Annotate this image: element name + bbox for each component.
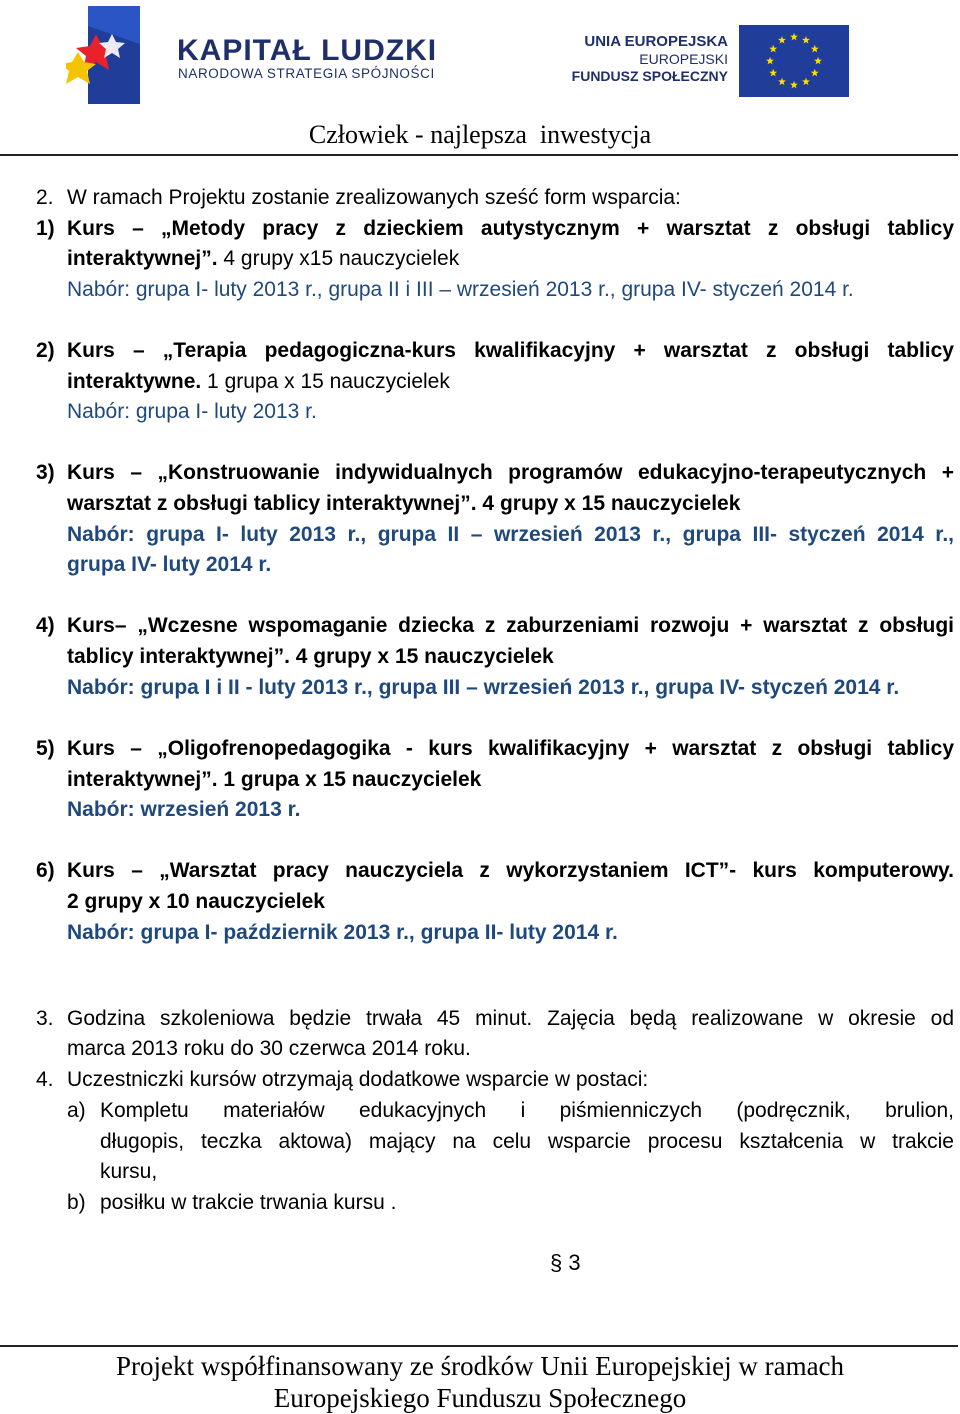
course-number: 5) xyxy=(36,737,55,760)
course-title: Kurs – „Konstruowanie indywidualnych programów edukacyjno-terapeutycznych + xyxy=(67,461,954,484)
footer-line2: Europejskiego Funduszu Społecznego xyxy=(273,1383,687,1413)
kapital-ludzki-title: KAPITAŁ LUDZKI xyxy=(177,34,438,67)
subitem-letter: b) xyxy=(67,1191,86,1214)
page-header xyxy=(0,0,960,158)
item-text: Uczestniczki kursów otrzymają dodatkowe wsparcie w postaci: xyxy=(67,1068,649,1091)
course-number: 4) xyxy=(36,614,55,637)
item-number: 2. xyxy=(36,186,54,209)
course-title: Kurs – „Oligofrenopedagogika - kurs kwalifikacyjny + warsztat z obsługi tablicy xyxy=(67,737,954,760)
subitem-text-cont: długopis, teczka aktowa) mający na celu wsparcie procesu kształcenia w trakcie xyxy=(100,1130,954,1153)
course-number: 2) xyxy=(36,339,55,362)
course-number: 3) xyxy=(36,461,55,484)
subitem-letter: a) xyxy=(67,1099,86,1122)
course-recruitment: Nabór: grupa I i II - luty 2013 r., grupa III – wrzesień 2013 r., grupa IV- styczeń 2014 r. xyxy=(67,676,900,699)
header-divider xyxy=(0,154,958,156)
course-title-end: interaktywne. xyxy=(67,370,202,393)
item-text-cont: marca 2013 roku do 30 czerwca 2014 roku. xyxy=(67,1037,471,1060)
footer-divider xyxy=(0,1345,958,1347)
page-footer xyxy=(0,1350,960,1414)
kapital-ludzki-logo-icon xyxy=(66,4,158,106)
item-text: W ramach Projektu zostanie zrealizowanych sześć form wsparcia: xyxy=(67,186,681,209)
course-groups: 4 grupy x15 nauczycielek xyxy=(217,247,460,270)
course-details: 2 grupy x 10 nauczycielek xyxy=(67,890,325,913)
subitem-text: posiłku w trakcie trwania kursu . xyxy=(100,1191,397,1214)
course-groups: 1 grupa x 15 nauczycielek xyxy=(201,370,450,393)
course-recruitment-cont: grupa IV- luty 2014 r. xyxy=(67,553,272,576)
footer-line1: Projekt współfinansowany ze środków Unii Europejskiej w ramach xyxy=(115,1351,845,1381)
eu-fund-line3: FUNDUSZ SPOŁECZNY xyxy=(571,68,728,84)
course-recruitment: Nabór: grupa I- luty 2013 r. xyxy=(67,400,317,423)
course-recruitment: Nabór: grupa I- luty 2013 r., grupa II i III – wrzesień 2013 r., grupa IV- styczeń 2014 r. xyxy=(67,278,854,301)
course-number: 6) xyxy=(36,859,55,882)
course-title-end: interaktywnej”. xyxy=(67,247,218,270)
subitem-text-end: kursu, xyxy=(100,1160,158,1183)
course-recruitment: Nabór: grupa I- luty 2013 r., grupa II – wrzesień 2013 r., grupa III- styczeń 2014 r., xyxy=(67,523,954,546)
course-title: Kurs – „Warsztat pracy nauczyciela z wykorzystaniem ICT”- kurs komputerowy. xyxy=(67,859,954,882)
course-details: interaktywnej”. 1 grupa x 15 nauczycielek xyxy=(67,768,482,791)
eu-fund-line1: UNIA EUROPEJSKA xyxy=(584,33,728,50)
motto: Człowiek - najlepsza inwestycja xyxy=(308,120,652,149)
section-marker: § 3 xyxy=(550,1250,581,1275)
course-recruitment: Nabór: grupa I- październik 2013 r., grupa II- luty 2014 r. xyxy=(67,921,618,944)
course-details xyxy=(67,244,459,274)
course-title: Kurs – „Terapia pedagogiczna-kurs kwalifikacyjny + warsztat z obsługi tablicy xyxy=(67,339,954,362)
eu-flag-icon xyxy=(739,25,849,97)
kapital-ludzki-subtitle: NARODOWA STRATEGIA SPÓJNOŚCI xyxy=(178,66,435,81)
subitem-text: Kompletu materiałów edukacyjnych i piśmienniczych (podręcznik, brulion, xyxy=(100,1099,954,1122)
course-details: tablicy interaktywnej”. 4 grupy x 15 nauczycielek xyxy=(67,645,554,668)
item-number: 4. xyxy=(36,1068,54,1091)
course-title: Kurs – „Metody pracy z dzieckiem autystycznym + warsztat z obsługi tablicy xyxy=(67,217,954,240)
item-text: Godzina szkoleniowa będzie trwała 45 minut. Zajęcia będą realizowane w okresie od xyxy=(67,1007,954,1030)
course-details xyxy=(67,367,450,397)
course-recruitment: Nabór: wrzesień 2013 r. xyxy=(67,798,301,821)
course-details: warsztat z obsługi tablicy interaktywnej”. 4 grupy x 15 nauczycielek xyxy=(67,492,741,515)
course-number: 1) xyxy=(36,217,55,240)
eu-fund-text xyxy=(560,33,728,85)
course-title: Kurs– „Wczesne wspomaganie dziecka z zaburzeniami rozwoju + warsztat z obsługi xyxy=(67,614,954,637)
item-number: 3. xyxy=(36,1007,54,1030)
eu-fund-line2: EUROPEJSKI xyxy=(639,51,728,67)
